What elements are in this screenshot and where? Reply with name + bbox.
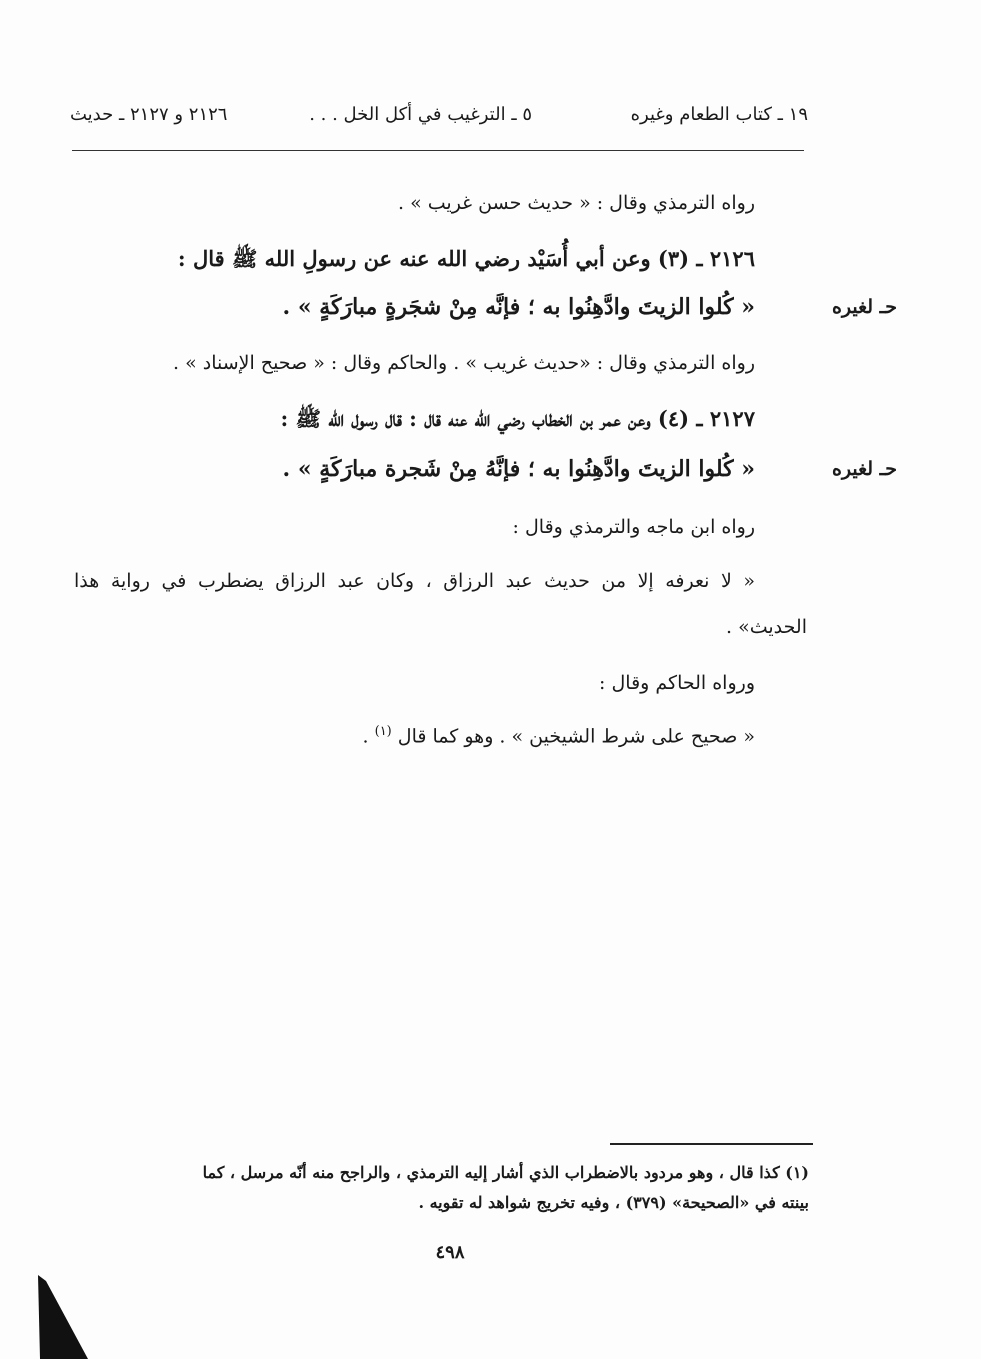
footnote-line-1: (١) كذا قال ، وهو مردود بالاضطراب الذي أشار إليه الترمذي ، والراجح منه أنّه مرسل ، كما [202,1163,809,1182]
hadith-2127-text: « كُلوا الزيتَ وادَّهِنُوا به ؛ فإنَّهُ مِنْ شَجرة مبارَكَةٍ » . [282,456,755,482]
hadith-2127-heading: ٢١٢٧ ـ (٤) وعن عمر بن الخطاب رضي الله عنه قال : قال رسول الله ﷺ : [280,406,755,431]
header-hadith-numbers: ٢١٢٦ و ٢١٢٧ ـ حديث [70,104,228,125]
header-chapter: ١٩ ـ كتاب الطعام وغيره [630,104,808,125]
narration-line-4: ورواه الحاكم وقال : [599,672,755,694]
quote-line-2: الحديث» . [726,616,807,638]
narration-line-5 [363,724,755,747]
scan-corner-mark [0,1269,90,1359]
footnote-marker: (١) [374,724,392,739]
header-divider [72,150,804,151]
page-number: ٤٩٨ [435,1242,465,1263]
narration-line-2: رواه الترمذي وقال : «حديث غريب » . والحاكم وقال : « صحيح الإسناد » . [173,352,755,374]
narration-line-3: رواه ابن ماجه والترمذي وقال : [512,516,755,538]
narration-line-1: رواه الترمذي وقال : « حديث حسن غريب » . [398,192,755,214]
grade-label-2126: حـ لغيره [831,296,897,318]
footnote-divider [610,1143,813,1145]
quote-line-1: « لا نعرفه إلا من حديث عبد الرزاق ، وكان عبد الرزاق يضطرب في رواية هذا [74,570,755,592]
hadith-2126-text: « كُلوا الزيتَ وادَّهِنُوا به ؛ فإنَّه مِنْ شجَرةٍ مبارَكَةٍ » . [282,294,755,320]
header-section: ٥ ـ الترغيب في أكل الخل . . . [309,104,532,125]
footnote-line-2: بينته في «الصحيحة» (٣٧٩) ، وفيه تخريج شواهد له تقويه . [418,1193,809,1212]
sentence-end: . [362,725,375,748]
hadith-2126-heading: ٢١٢٦ ـ (٣) وعن أبي أُسَيْد رضي الله عنه عن رسولِ الله ﷺ قال : [177,246,755,271]
hakim-quote: « صحيح على شرط الشيخين » . وهو كما قال [391,725,755,748]
running-header [70,104,808,136]
grade-label-2127: حـ لغيره [831,458,897,480]
